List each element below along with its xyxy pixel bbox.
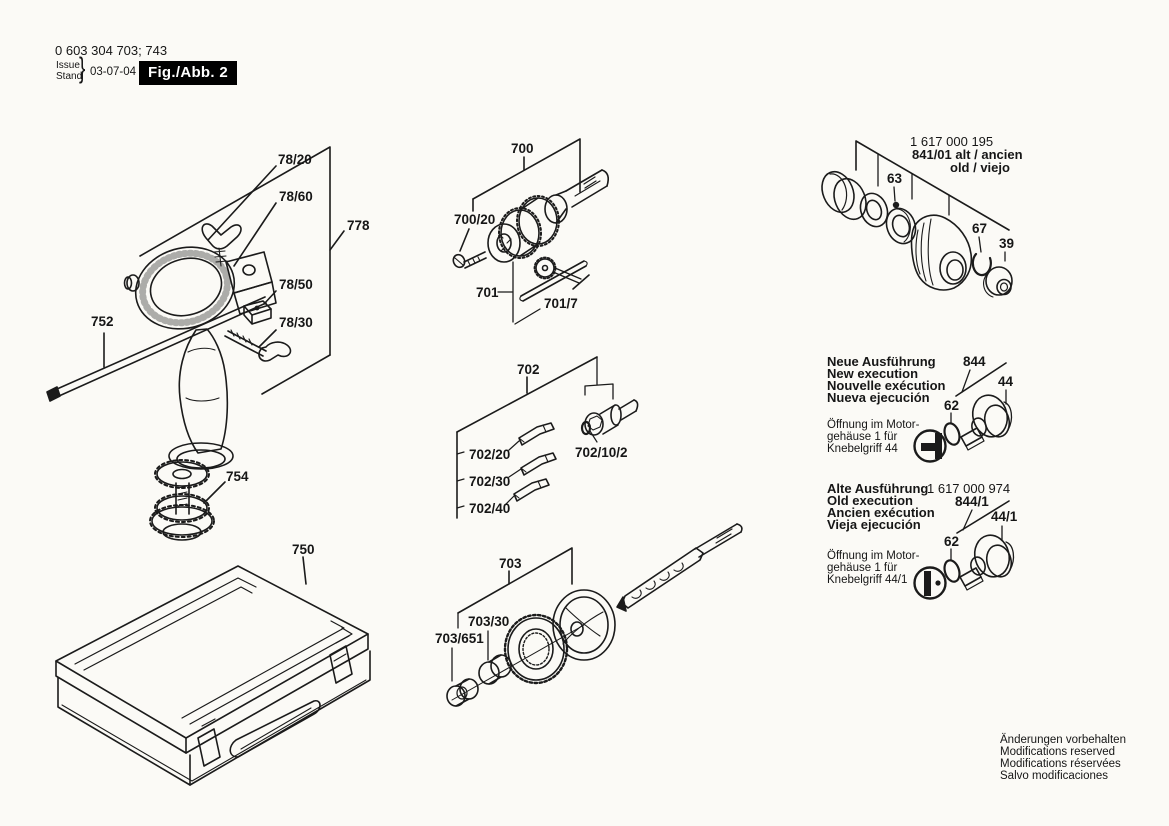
callout-754: 754 (226, 469, 249, 484)
callout-702-10-2: 702/10/2 (575, 445, 628, 460)
callout-44: 44 (998, 374, 1014, 389)
callout-700-20: 700/20 (454, 212, 496, 227)
old-execution-title-en: Old execution (827, 493, 913, 508)
old-execution-note-line2: gehäuse 1 für (827, 562, 898, 574)
callout-44-1: 44/1 (991, 509, 1018, 524)
callout-752: 752 (91, 314, 114, 329)
footer-note-en: Modifications reserved (1000, 746, 1116, 758)
callout-701-7: 701/7 (544, 296, 578, 311)
callout-78-50: 78/50 (279, 277, 313, 292)
footer-note-fr: Modifications réservées (1000, 758, 1121, 770)
old-execution-title-es: Vieja ejecución (827, 517, 921, 532)
boot-group-part-number: 1 617 000 195 (910, 134, 994, 149)
callout-844-1: 844/1 (955, 494, 989, 509)
callout-703: 703 (499, 556, 522, 571)
callout-750: 750 (292, 542, 315, 557)
callout-700: 700 (511, 141, 534, 156)
callout-702: 702 (517, 362, 540, 377)
callout-844: 844 (963, 354, 986, 369)
new-execution-note-line2: gehäuse 1 für (827, 431, 898, 443)
callout-78-30: 78/30 (279, 315, 313, 330)
callout-62-new: 62 (944, 398, 960, 413)
callout-62-old: 62 (944, 534, 960, 549)
old-execution-title-de: Alte Ausführung (827, 481, 929, 496)
new-execution-title-fr: Nouvelle exécution (827, 378, 946, 393)
document-part-number: 0 603 304 703; 743 (55, 43, 168, 58)
callout-39: 39 (999, 236, 1015, 251)
bit-set-art (457, 357, 638, 518)
figure-label-box: Fig./Abb. 2 (139, 61, 237, 85)
new-execution-note-line3: Knebelgriff 44 (827, 443, 898, 455)
callout-63: 63 (887, 171, 903, 186)
chuck-assembly-art (451, 139, 608, 324)
callout-702-40: 702/40 (469, 501, 511, 516)
old-execution-part-number: 1 617 000 974 (927, 481, 1011, 496)
brace-glyph: } (79, 53, 86, 86)
old-execution-note-line1: Öffnung im Motor- (827, 550, 920, 562)
side-handle-assembly-art (47, 147, 344, 584)
carrying-case-art (56, 566, 370, 785)
old-execution-note-line3: Knebelgriff 44/1 (827, 574, 908, 586)
new-execution-note-line1: Öffnung im Motor- (827, 419, 920, 431)
callout-78-60: 78/60 (279, 189, 313, 204)
issue-date: 03-07-04 (90, 66, 137, 78)
callout-78-20: 78/20 (278, 152, 312, 167)
callout-702-30: 702/30 (469, 474, 511, 489)
boot-group-variant-line1: 841/01 alt / ancien (912, 147, 1023, 162)
callout-778: 778 (347, 218, 370, 233)
footer-note-de: Änderungen vorbehalten (1000, 734, 1126, 746)
callout-67: 67 (972, 221, 988, 236)
callout-703-651: 703/651 (435, 631, 484, 646)
callout-702-20: 702/20 (469, 447, 511, 462)
new-execution-title-de: Neue Ausführung (827, 354, 936, 369)
callout-701: 701 (476, 285, 499, 300)
new-execution-title-es: Nueva ejecución (827, 390, 930, 405)
boot-group-variant-line2: old / viejo (950, 160, 1010, 175)
old-execution-title-fr: Ancien exécution (827, 505, 935, 520)
stand-label: Stand (56, 71, 83, 82)
footer-note-es: Salvo modificaciones (1000, 770, 1109, 782)
issue-label: Issue (56, 60, 80, 71)
new-execution-title-en: New execution (827, 366, 919, 381)
callout-703-30: 703/30 (468, 614, 510, 629)
